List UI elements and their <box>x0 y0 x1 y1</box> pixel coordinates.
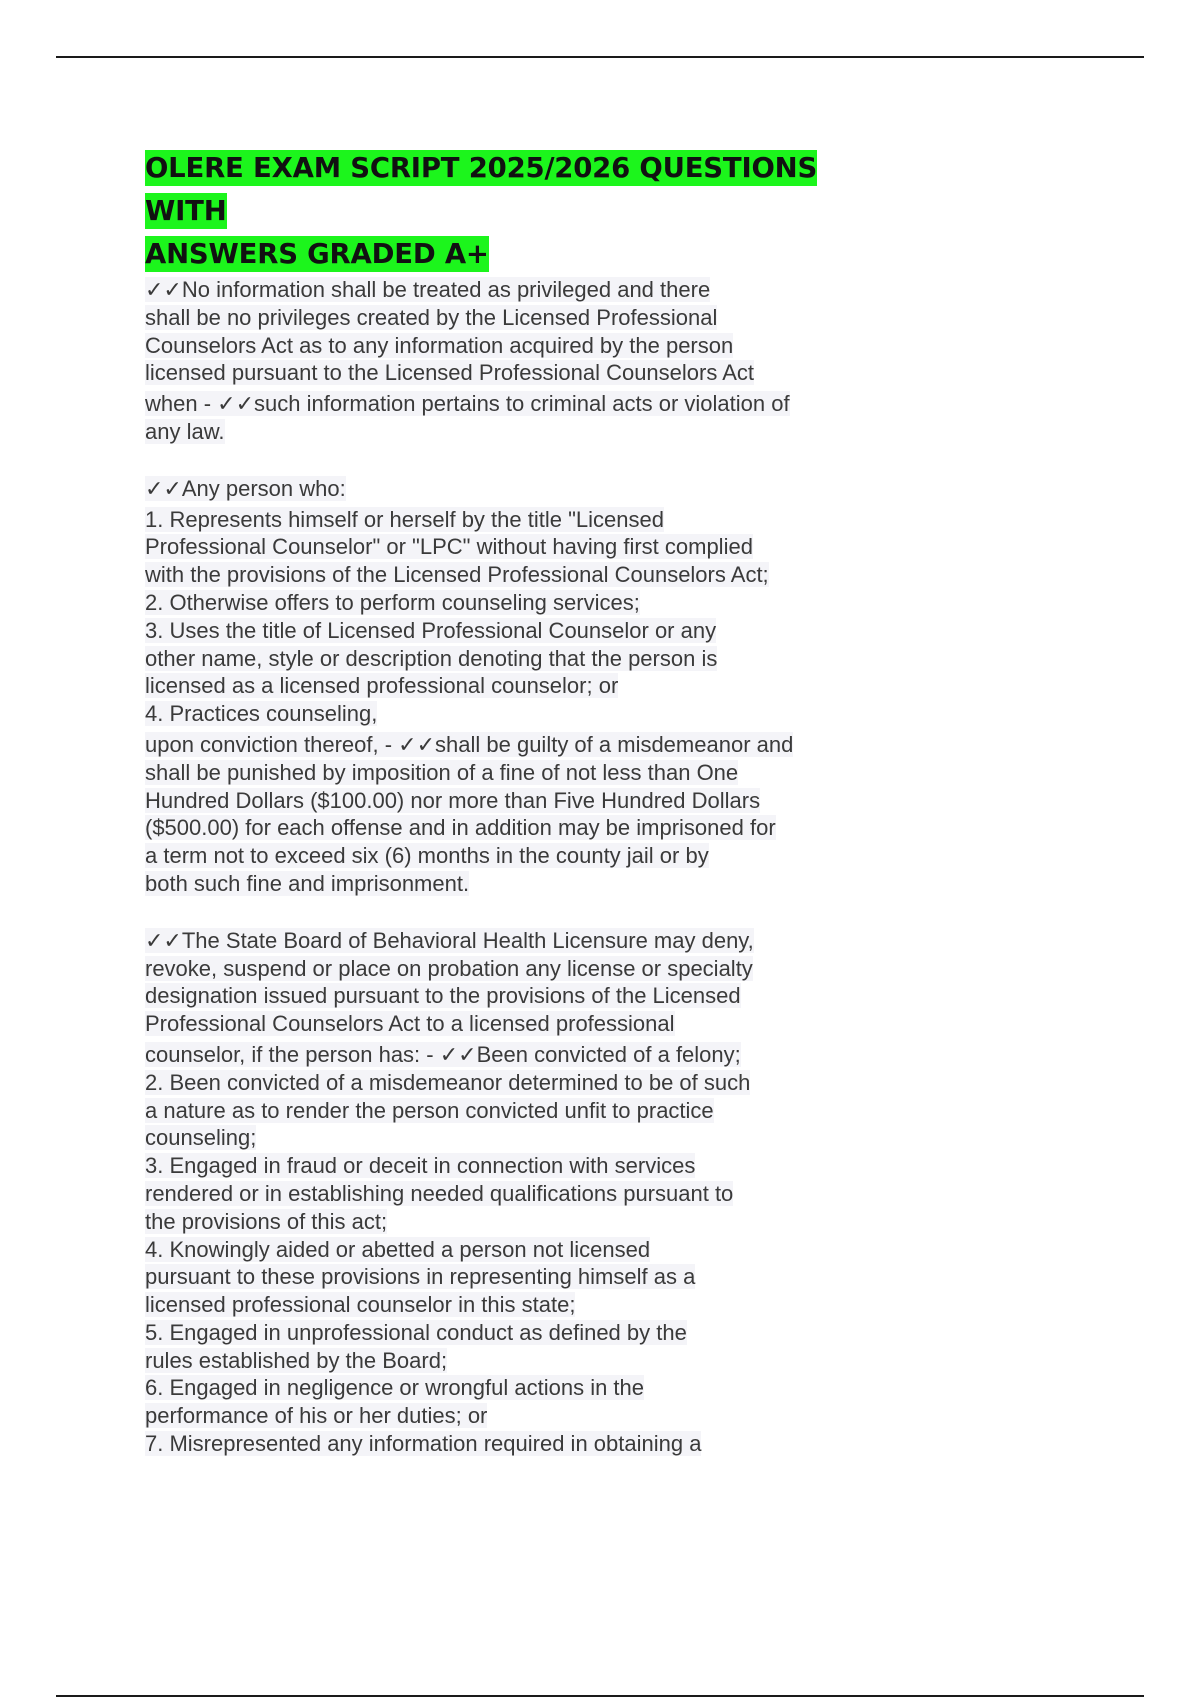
text-line: 2. Been convicted of a misdemeanor determined to be of such <box>145 1069 751 1095</box>
text-line: ($500.00) for each offense and in addition may be imprisoned for <box>145 815 776 841</box>
text-line: when - ✓✓such information pertains to criminal acts or violation of <box>145 391 790 417</box>
text-line: shall be punished by imposition of a fine of not less than One <box>145 759 739 785</box>
text-line: Professional Counselors Act to a licensed professional <box>145 1011 675 1037</box>
text-line: the provisions of this act; <box>145 1208 388 1234</box>
text-line: 3. Engaged in fraud or deceit in connection with services <box>145 1153 696 1179</box>
text-line: any law. <box>145 418 225 444</box>
header-rule <box>56 56 1144 58</box>
text-line: with the provisions of the Licensed Professional Counselors Act; <box>145 562 769 588</box>
text-line: 2. Otherwise offers to perform counseling services; <box>145 589 640 615</box>
text-line: 4. Knowingly aided or abetted a person not licensed <box>145 1236 651 1262</box>
text-line: Counselors Act as to any information acquired by the person <box>145 332 734 358</box>
text-line: designation issued pursuant to the provisions of the Licensed <box>145 983 741 1009</box>
text-line: both such fine and imprisonment. <box>145 870 470 896</box>
entry-spacer <box>145 446 905 475</box>
text-line: counselor, if the person has: - ✓✓Been convicted of a felony; <box>145 1041 741 1067</box>
text-line: other name, style or description denoting that the person is <box>145 645 718 671</box>
text-line: licensed pursuant to the Licensed Professional Counselors Act <box>145 360 755 386</box>
text-line: 6. Engaged in negligence or wrongful actions in the <box>145 1375 645 1401</box>
text-line: 3. Uses the title of Licensed Professional Counselor or any <box>145 617 717 643</box>
qa-entry-2 <box>145 475 905 898</box>
text-line: licensed professional counselor in this state; <box>145 1292 576 1318</box>
title-line-1: OLERE EXAM SCRIPT 2025/2026 QUESTIONS WITH <box>145 152 818 227</box>
qa-entry-1 <box>145 276 905 446</box>
qa-entry-3 <box>145 927 905 1458</box>
text-line: ✓✓Any person who: <box>145 475 346 501</box>
entry-spacer <box>145 898 905 927</box>
text-line: a term not to exceed six (6) months in the county jail or by <box>145 843 709 869</box>
text-line: rules established by the Board; <box>145 1347 448 1373</box>
text-line: 5. Engaged in unprofessional conduct as defined by the <box>145 1319 687 1345</box>
text-line: pursuant to these provisions in representing himself as a <box>145 1264 696 1290</box>
text-line: rendered or in establishing needed qualifications pursuant to <box>145 1180 734 1206</box>
text-line: performance of his or her duties; or <box>145 1403 488 1429</box>
text-line: 4. Practices counseling, <box>145 701 378 727</box>
text-line: 7. Misrepresented any information required in obtaining a <box>145 1431 702 1457</box>
footer-rule <box>56 1695 1144 1697</box>
text-line: Hundred Dollars ($100.00) nor more than Five Hundred Dollars <box>145 787 761 813</box>
text-line: upon conviction thereof, - ✓✓shall be guilty of a misdemeanor and <box>145 731 794 757</box>
text-line: counseling; <box>145 1125 257 1151</box>
text-line: ✓✓No information shall be treated as privileged and there <box>145 277 711 302</box>
text-line: revoke, suspend or place on probation any license or specialty <box>145 955 753 981</box>
document-title <box>145 147 905 276</box>
document-body <box>145 147 905 1458</box>
text-line: Professional Counselor" or "LPC" without having first complied <box>145 534 753 560</box>
text-line: a nature as to render the person convicted unfit to practice <box>145 1097 714 1123</box>
text-line: shall be no privileges created by the Licensed Professional <box>145 304 718 330</box>
text-line: ✓✓The State Board of Behavioral Health Licensure may deny, <box>145 927 754 953</box>
text-line: licensed as a licensed professional counselor; or <box>145 673 619 699</box>
title-line-2: ANSWERS GRADED A+ <box>145 238 489 270</box>
text-line: 1. Represents himself or herself by the title "Licensed <box>145 506 664 532</box>
